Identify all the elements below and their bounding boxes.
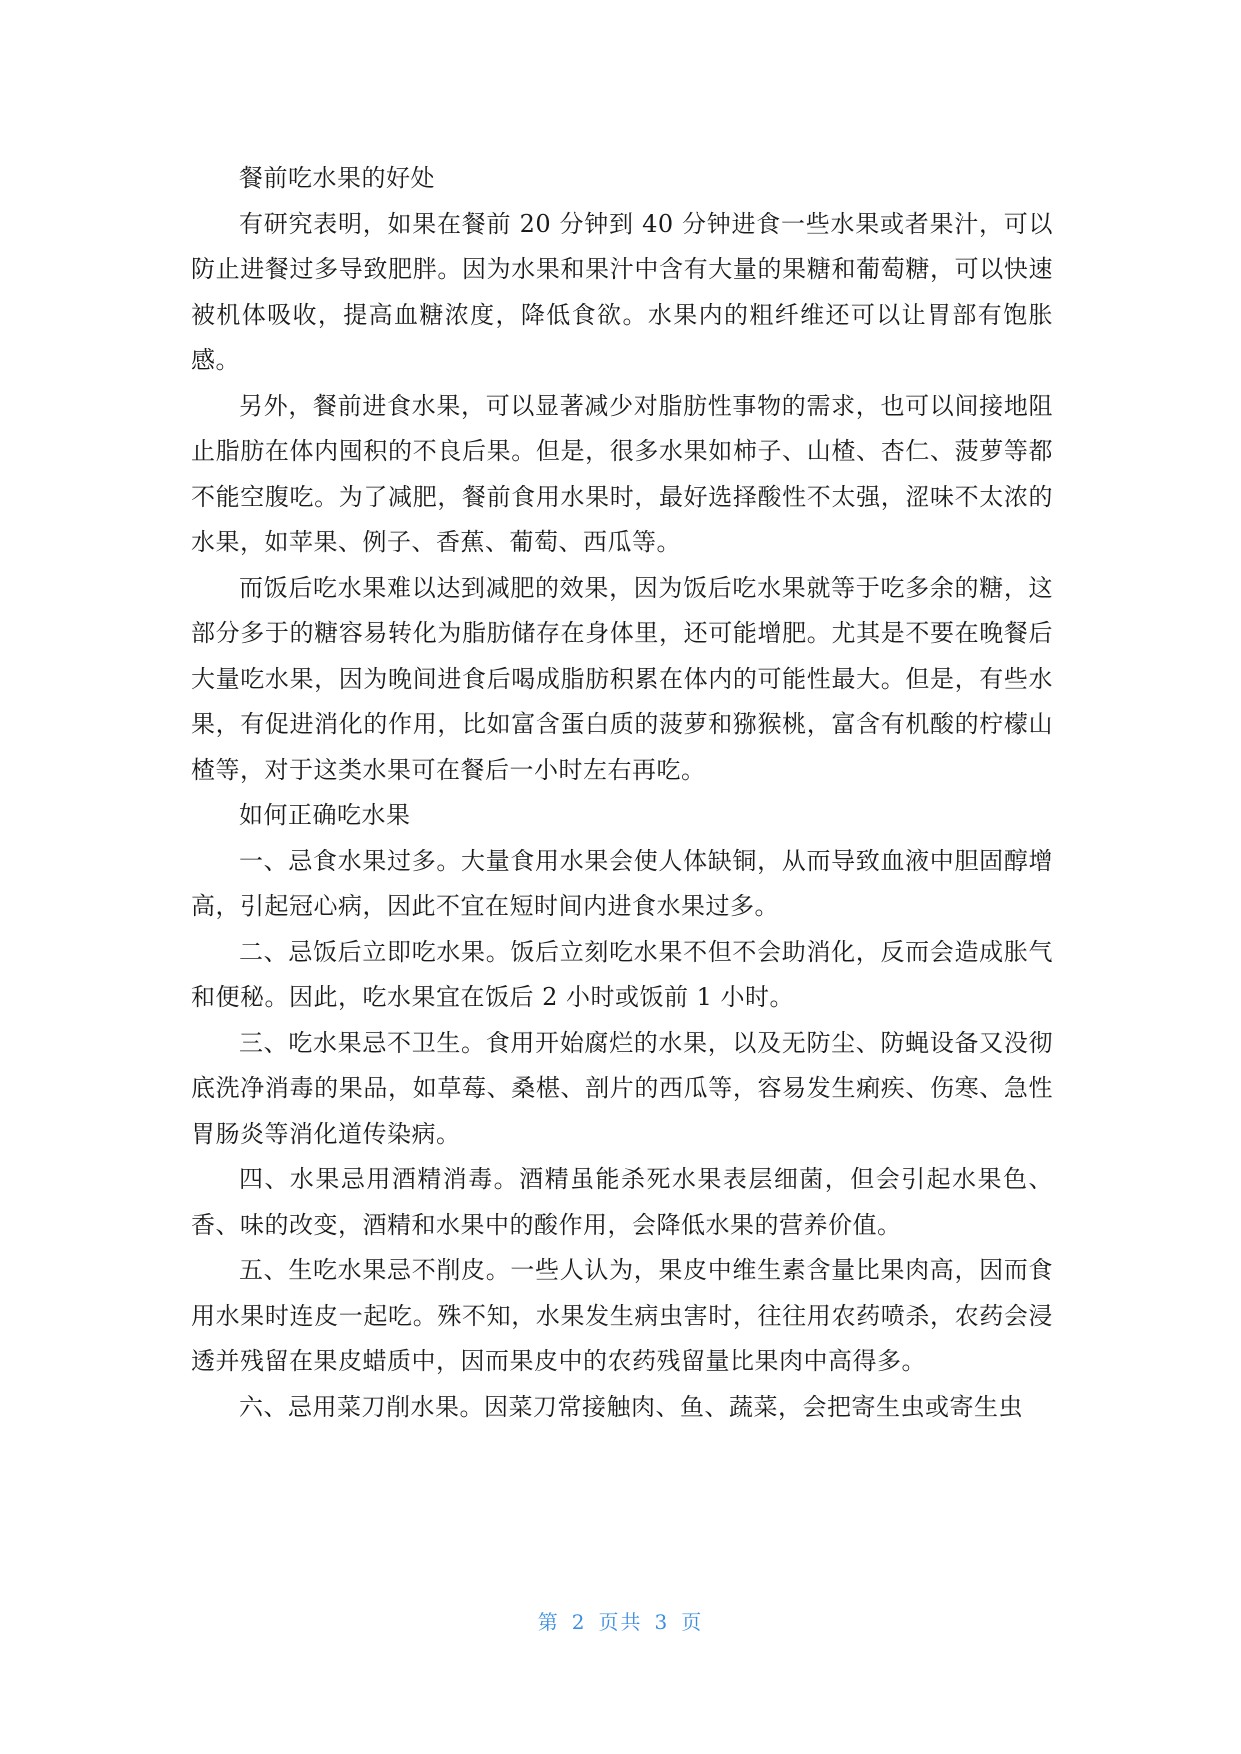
section-heading: 餐前吃水果的好处 [239, 164, 435, 192]
document-body [191, 156, 1053, 1430]
paragraph: 有研究表明，如果在餐前 20 分钟到 40 分钟进食一些水果或者果汁，可以防止进餐过多导致肥胖。因为水果和果汁中含有大量的果糖和葡萄糖，可以快速被机体吸收，提高血糖浓度，降低食欲。水果内的粗纤维还可以让胃部有饱胀感。 [191, 209, 1053, 374]
paragraph: 五、生吃水果忌不削皮。一些人认为，果皮中维生素含量比果肉高，因而食用水果时连皮一起吃。殊不知，水果发生病虫害时，往往用农药喷杀，农药会浸透并残留在果皮蜡质中，因而果皮中的农药残留量比果肉中高得多。 [191, 1256, 1053, 1375]
paragraph: 一、忌食水果过多。大量食用水果会使人体缺铜，从而导致血液中胆固醇增高，引起冠心病，因此不宜在短时间内进食水果过多。 [191, 846, 1053, 920]
footer-total-pages: 3 [654, 1610, 670, 1634]
paragraph: 而饭后吃水果难以达到减肥的效果，因为饭后吃水果就等于吃多余的糖，这部分多于的糖容易转化为脂肪储存在身体里，还可能增肥。尤其是不要在晚餐后大量吃水果，因为晚间进食后喝成脂肪积累在体内的可能性最大。但是，有些水果，有促进消化的作用，比如富含蛋白质的菠萝和猕猴桃，富含有机酸的柠檬山楂等，对于这类水果可在餐后一小时左右再吃。 [191, 573, 1053, 784]
page-footer [0, 1606, 1241, 1635]
footer-suffix: 页 [681, 1610, 704, 1634]
paragraph: 六、忌用菜刀削水果。因菜刀常接触肉、鱼、蔬菜，会把寄生虫或寄生虫 [239, 1392, 1023, 1421]
footer-current-page: 2 [571, 1610, 587, 1634]
paragraph: 另外，餐前进食水果，可以显著减少对脂肪性事物的需求，也可以间接地阻止脂肪在体内囤积的不良后果。但是，很多水果如柿子、山楂、杏仁、菠萝等都不能空腹吃。为了减肥，餐前食用水果时，最好选择酸性不太强，涩味不太浓的水果，如苹果、例子、香蕉、葡萄、西瓜等。 [191, 391, 1053, 556]
section-heading: 如何正确吃水果 [239, 801, 411, 829]
footer-middle: 页共 [598, 1610, 643, 1634]
paragraph: 四、水果忌用酒精消毒。酒精虽能杀死水果表层细菌，但会引起水果色、香、味的改变，酒精和水果中的酸作用，会降低水果的营养价值。 [191, 1165, 1053, 1239]
paragraph: 二、忌饭后立即吃水果。饭后立刻吃水果不但不会助消化，反而会造成胀气和便秘。因此，吃水果宜在饭后 2 小时或饭前 1 小时。 [191, 937, 1053, 1011]
footer-prefix: 第 [537, 1610, 560, 1634]
paragraph: 三、吃水果忌不卫生。食用开始腐烂的水果，以及无防尘、防蝇设备又没彻底洗净消毒的果品，如草莓、桑椹、剖片的西瓜等，容易发生痢疾、伤寒、急性胃肠炎等消化道传染病。 [191, 1028, 1053, 1148]
